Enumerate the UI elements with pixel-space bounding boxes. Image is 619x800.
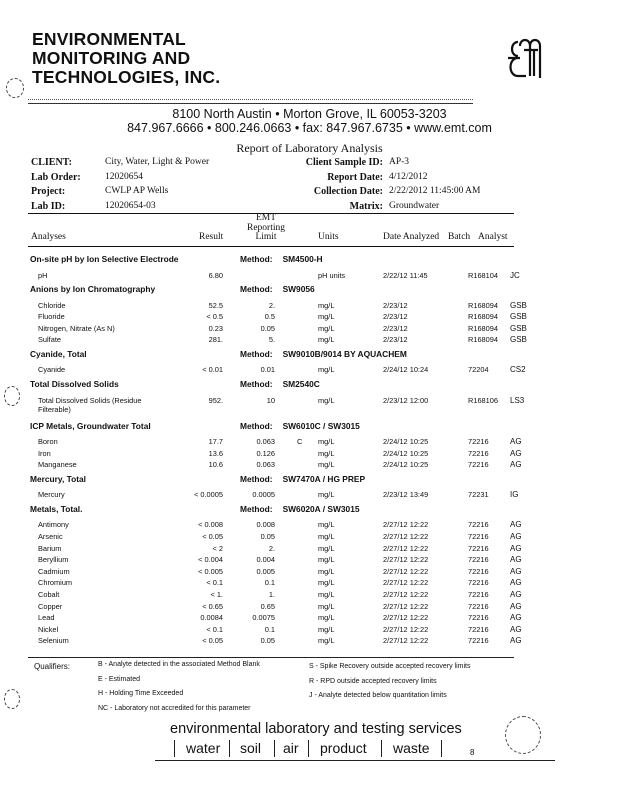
date-analyzed: 2/27/12 12:22 <box>383 532 429 542</box>
batch-id: R168104 <box>468 270 498 280</box>
table-row <box>0 490 619 502</box>
qualifier-r: R - RPD outside accepted recovery limits <box>309 678 437 685</box>
reporting-limit: 0.01 <box>260 365 275 375</box>
qualifier-b: B - Analyte detected in the associated Method Blank <box>98 661 260 668</box>
analyte-name: Cobalt <box>38 590 60 599</box>
reporting-limit: 0.126 <box>256 448 275 458</box>
analyte-name: Chloride <box>38 300 66 310</box>
table-row <box>0 460 619 472</box>
service-air: air <box>283 740 299 756</box>
result-value: < 0.008 <box>198 520 223 530</box>
emt-logo-icon <box>506 36 544 84</box>
group-method <box>240 284 315 294</box>
results-table <box>0 252 619 648</box>
table-row <box>0 335 619 347</box>
lab-order-value: 12020654 <box>105 172 143 182</box>
date-analyzed: 2/27/12 12:22 <box>383 590 429 599</box>
analyst: LS3 <box>510 395 525 405</box>
analyte-name: Lead <box>38 613 55 623</box>
analyte-name: Nitrogen, Nitrate (As N) <box>38 323 115 333</box>
units: mg/L <box>318 520 335 530</box>
reporting-limit: 0.1 <box>264 624 275 634</box>
date-analyzed: 2/24/12 10:25 <box>383 437 429 447</box>
analyst: GSB <box>510 300 527 310</box>
units: mg/L <box>318 613 335 623</box>
group-method <box>240 254 323 264</box>
project-value: CWLP AP Wells <box>105 186 169 196</box>
analyst: AG <box>510 437 522 447</box>
units: mg/L <box>318 460 335 470</box>
method-value: SM2540C <box>282 379 320 390</box>
separator <box>229 740 231 757</box>
reporting-limit: 1. <box>268 590 275 599</box>
col-analyses: Analyses <box>31 232 66 242</box>
batch-id: 72216 <box>468 543 489 553</box>
result-value: < 1. <box>210 590 223 599</box>
analyte-name: Total Dissolved Solids (Residue Filterable) <box>38 395 142 414</box>
result-value: 6.80 <box>208 270 223 280</box>
analyte-name: Cyanide <box>38 365 66 375</box>
analysis-group-header <box>0 502 619 521</box>
group-name: Metals, Total. <box>30 503 83 514</box>
batch-id: 72216 <box>468 555 489 565</box>
analyte-name: Mercury <box>38 490 65 500</box>
qualifier-s: S - Spike Recovery outside accepted recovery limits <box>309 663 471 670</box>
analyst: AG <box>510 555 522 565</box>
reporting-limit: 0.05 <box>260 532 275 542</box>
table-row <box>0 301 619 313</box>
analysis-group-header <box>0 377 619 396</box>
analyte-name: Boron <box>38 437 58 447</box>
separator <box>441 740 443 757</box>
date-analyzed: 2/24/12 10:25 <box>383 448 429 458</box>
reporting-limit: 5. <box>268 335 275 345</box>
date-analyzed: 2/27/12 12:22 <box>383 624 429 634</box>
reporting-limit: 0.5 <box>264 312 275 322</box>
batch-id: R168094 <box>468 323 498 333</box>
method-value: SW6020A / SW3015 <box>282 503 360 514</box>
qualifier-nc: NC - Laboratory not accredited for this parameter <box>98 705 251 712</box>
accreditation-seal-icon <box>4 689 20 709</box>
col-reporting-limit: EMT Reporting Limit <box>247 213 285 242</box>
reporting-limit: 0.05 <box>260 323 275 333</box>
date-analyzed: 2/27/12 12:22 <box>383 601 429 611</box>
result-value: 0.23 <box>208 323 223 333</box>
table-row <box>0 636 619 648</box>
reporting-limit: 0.1 <box>264 578 275 588</box>
analyst: IG <box>510 490 519 500</box>
table-row <box>0 271 619 283</box>
collection-date-value: 2/22/2012 11:45:00 AM <box>389 186 481 196</box>
method-label: Method: <box>240 348 273 359</box>
result-value: < 0.1 <box>206 624 223 634</box>
date-analyzed: 2/27/12 12:22 <box>383 613 429 623</box>
analyst: AG <box>510 590 522 599</box>
table-row <box>0 365 619 377</box>
batch-id: 72216 <box>468 448 489 458</box>
units: mg/L <box>318 555 335 565</box>
service-product: product <box>320 740 367 756</box>
date-analyzed: 2/27/12 12:22 <box>383 636 429 646</box>
analyst: AG <box>510 613 522 623</box>
matrix-value: Groundwater <box>389 201 440 211</box>
table-row <box>0 590 619 602</box>
result-value: < 0.65 <box>202 601 223 611</box>
client-label: CLIENT: <box>31 157 72 168</box>
report-date-value: 4/12/2012 <box>389 172 428 182</box>
group-method <box>240 379 320 389</box>
analyte-name: Antimony <box>38 520 69 530</box>
batch-id: 72216 <box>468 578 489 588</box>
units: mg/L <box>318 437 335 447</box>
company-name: ENVIRONMENTAL MONITORING AND TECHNOLOGIES, INC. <box>32 29 221 87</box>
analyte-name: Sulfate <box>38 335 62 345</box>
analyst: AG <box>510 636 522 646</box>
separator <box>308 740 310 757</box>
units: mg/L <box>318 566 335 576</box>
col-date-analyzed: Date Analyzed <box>383 232 440 242</box>
analyst: AG <box>510 448 522 458</box>
col-batch: Batch <box>448 232 471 242</box>
col-units: Units <box>318 232 339 242</box>
analyst: GSB <box>510 312 527 322</box>
analysis-group-header <box>0 472 619 491</box>
method-label: Method: <box>240 503 273 514</box>
reporting-limit: 0.0075 <box>252 613 275 623</box>
result-value: 0.0084 <box>200 613 223 623</box>
report-title: Report of Laboratory Analysis <box>236 141 383 155</box>
date-analyzed: 2/23/12 <box>383 300 408 310</box>
address: 8100 North Austin • Morton Grove, IL 60053-3203 <box>172 107 447 121</box>
table-row <box>0 555 619 567</box>
qualifier-h: H - Holding Time Exceeded <box>98 690 184 697</box>
result-value: < 0.01 <box>202 365 223 375</box>
batch-id: 72216 <box>468 590 489 599</box>
collection-date-label: Collection Date: <box>313 186 383 197</box>
reporting-limit: 2. <box>268 543 275 553</box>
units: mg/L <box>318 323 335 333</box>
client-value: City, Water, Light & Power <box>105 157 210 167</box>
reporting-limit: 0.063 <box>256 437 275 447</box>
service-water: water <box>186 740 221 756</box>
result-value: < 0.0005 <box>194 490 223 500</box>
result-value: 52.5 <box>208 300 223 310</box>
analyst: CS2 <box>510 365 526 375</box>
analyte-name: Nickel <box>38 624 59 634</box>
group-method <box>240 504 360 514</box>
method-label: Method: <box>240 379 273 390</box>
service-waste: waste <box>393 740 430 756</box>
batch-id: R168094 <box>468 312 498 322</box>
units: mg/L <box>318 312 335 322</box>
batch-id: R168094 <box>468 335 498 345</box>
units: mg/L <box>318 624 335 634</box>
batch-id: R168094 <box>468 300 498 310</box>
analyst: AG <box>510 601 522 611</box>
table-row <box>0 544 619 556</box>
method-label: Method: <box>240 284 273 295</box>
method-value: SM4500-H <box>282 254 323 264</box>
contact-info: 847.967.6666 • 800.246.0663 • fax: 847.967.6735 • www.emt.com <box>127 121 492 135</box>
result-value: < 0.1 <box>206 578 223 588</box>
table-row <box>0 324 619 336</box>
table-row <box>0 449 619 461</box>
result-value: < 0.5 <box>206 312 223 322</box>
analyte-name: Iron <box>38 448 51 458</box>
result-value: 17.7 <box>208 437 223 447</box>
analyte-name: Chromium <box>38 578 73 588</box>
table-row <box>0 520 619 532</box>
lab-id-label: Lab ID: <box>31 201 66 212</box>
date-analyzed: 2/23/12 12:00 <box>383 395 429 405</box>
reporting-limit: 0.008 <box>256 520 275 530</box>
reporting-limit: 0.0005 <box>252 490 275 500</box>
table-row <box>0 312 619 324</box>
date-analyzed: 2/27/12 12:22 <box>383 555 429 565</box>
sample-id-label: Client Sample ID: <box>305 157 383 168</box>
date-analyzed: 2/24/12 10:24 <box>383 365 429 375</box>
table-row <box>0 437 619 449</box>
result-value: 281. <box>208 335 223 345</box>
table-row <box>0 625 619 637</box>
date-analyzed: 2/23/12 <box>383 312 408 322</box>
matrix-label: Matrix: <box>349 201 383 212</box>
date-analyzed: 2/23/12 <box>383 323 408 333</box>
result-value: < 0.004 <box>198 555 223 565</box>
units: mg/L <box>318 601 335 611</box>
units: mg/L <box>318 448 335 458</box>
qualifier-e: E - Estimated <box>98 676 141 683</box>
units: mg/L <box>318 490 335 500</box>
qualifiers-label: Qualifiers: <box>34 662 71 671</box>
batch-id: 72231 <box>468 490 489 500</box>
lab-id-value: 12020654-03 <box>105 201 156 211</box>
batch-id: 72216 <box>468 532 489 542</box>
footer-rule <box>155 760 555 761</box>
method-label: Method: <box>240 254 273 264</box>
footer-seal-icon <box>505 716 541 754</box>
units: mg/L <box>318 590 335 599</box>
batch-id: 72216 <box>468 566 489 576</box>
analyst: AG <box>510 543 522 553</box>
analysis-group-header <box>0 347 619 366</box>
report-date-label: Report Date: <box>327 172 383 183</box>
date-analyzed: 2/23/12 <box>383 335 408 345</box>
batch-id: 72216 <box>468 460 489 470</box>
reporting-limit: 0.004 <box>256 555 275 565</box>
group-name: Total Dissolved Solids <box>30 379 119 390</box>
date-analyzed: 2/27/12 12:22 <box>383 578 429 588</box>
reporting-limit: 0.063 <box>256 460 275 470</box>
analyst: AG <box>510 460 522 470</box>
batch-id: 72204 <box>468 365 489 375</box>
analysis-group-header <box>0 419 619 438</box>
analysis-group-header <box>0 282 619 301</box>
group-method <box>240 349 407 359</box>
units: mg/L <box>318 335 335 345</box>
analyte-name: Barium <box>38 543 62 553</box>
units: mg/L <box>318 636 335 646</box>
units: mg/L <box>318 532 335 542</box>
batch-id: 72216 <box>468 624 489 634</box>
analyst: AG <box>510 532 522 542</box>
date-analyzed: 2/27/12 12:22 <box>383 543 429 553</box>
batch-id: 72216 <box>468 437 489 447</box>
page-number: 8 <box>470 748 475 757</box>
result-value: < 0.05 <box>202 532 223 542</box>
analyte-name: Beryllium <box>38 555 69 565</box>
result-value: < 0.05 <box>202 636 223 646</box>
analyte-name: Manganese <box>38 460 77 470</box>
group-name: Cyanide, Total <box>30 348 87 359</box>
reporting-limit: 2. <box>268 300 275 310</box>
analyte-name: Fluoride <box>38 312 65 322</box>
analyte-name: Cadmium <box>38 566 70 576</box>
group-method <box>240 421 360 431</box>
qualifier-j: J - Analyte detected below quantitation limits <box>309 692 447 699</box>
result-value: < 0.005 <box>198 566 223 576</box>
reporting-limit: 10 <box>266 395 275 405</box>
analyst: AG <box>510 520 522 530</box>
analyst: AG <box>510 578 522 588</box>
separator <box>274 740 276 757</box>
reporting-limit: 0.05 <box>260 636 275 646</box>
table-row <box>0 567 619 579</box>
group-name: ICP Metals, Groundwater Total <box>30 420 151 431</box>
col-result: Result <box>199 232 224 242</box>
units: mg/L <box>318 300 335 310</box>
analyst: GSB <box>510 323 527 333</box>
separator <box>174 740 176 757</box>
result-value: 13.6 <box>208 448 223 458</box>
batch-id: 72216 <box>468 601 489 611</box>
method-value: SW9056 <box>282 284 315 295</box>
units: pH units <box>318 270 346 280</box>
analyst: AG <box>510 624 522 634</box>
table-row <box>0 613 619 625</box>
group-name: On-site pH by Ion Selective Electrode <box>30 254 179 264</box>
project-label: Project: <box>31 186 66 197</box>
group-name: Anions by Ion Chromatography <box>30 284 156 295</box>
batch-id: 72216 <box>468 613 489 623</box>
method-label: Method: <box>240 420 273 431</box>
method-value: SW7470A / HG PREP <box>282 473 366 484</box>
analyte-name: Selenium <box>38 636 69 646</box>
units: mg/L <box>318 578 335 588</box>
footer-tagline: environmental laboratory and testing services <box>170 721 462 737</box>
date-analyzed: 2/23/12 13:49 <box>383 490 429 500</box>
date-analyzed: 2/27/12 12:22 <box>383 520 429 530</box>
batch-id: 72216 <box>468 520 489 530</box>
table-row <box>0 602 619 614</box>
service-soil: soil <box>240 740 262 756</box>
method-value: SW6010C / SW3015 <box>282 420 360 431</box>
table-row <box>0 532 619 544</box>
method-value: SW9010B/9014 BY AQUACHEM <box>282 348 407 359</box>
batch-id: 72216 <box>468 636 489 646</box>
result-value: 952. <box>208 395 223 405</box>
separator <box>381 740 383 757</box>
analyst: JC <box>510 270 520 280</box>
result-value: 10.6 <box>208 460 223 470</box>
date-analyzed: 2/22/12 11:45 <box>383 270 428 280</box>
analyst: AG <box>510 566 522 576</box>
units: mg/L <box>318 365 335 375</box>
group-name: Mercury, Total <box>30 473 86 484</box>
reporting-limit: 0.65 <box>260 601 275 611</box>
fine-print-rule <box>28 99 473 104</box>
reporting-limit: 0.005 <box>256 566 275 576</box>
date-analyzed: 2/27/12 12:22 <box>383 566 429 576</box>
result-value: < 2 <box>212 543 223 553</box>
batch-id: R168106 <box>468 395 498 405</box>
qualifier: C <box>297 437 303 447</box>
analysis-group-header <box>0 252 619 271</box>
table-row <box>0 396 619 419</box>
date-analyzed: 2/24/12 10:25 <box>383 460 429 470</box>
analyte-name: Copper <box>38 601 63 611</box>
divider <box>28 246 514 247</box>
lab-order-label: Lab Order: <box>31 172 81 183</box>
method-label: Method: <box>240 473 273 484</box>
analyst: GSB <box>510 335 527 345</box>
table-row <box>0 578 619 590</box>
group-method <box>240 474 365 484</box>
units: mg/L <box>318 543 335 553</box>
col-analyst: Analyst <box>478 232 508 242</box>
accreditation-seal-icon <box>6 78 24 98</box>
units: mg/L <box>318 395 335 405</box>
analyte-name: Arsenic <box>38 532 63 542</box>
divider <box>28 657 514 658</box>
accreditation-seal-icon <box>4 386 20 406</box>
analyte-name: pH <box>38 270 48 280</box>
sample-id-value: AP-3 <box>389 157 410 167</box>
